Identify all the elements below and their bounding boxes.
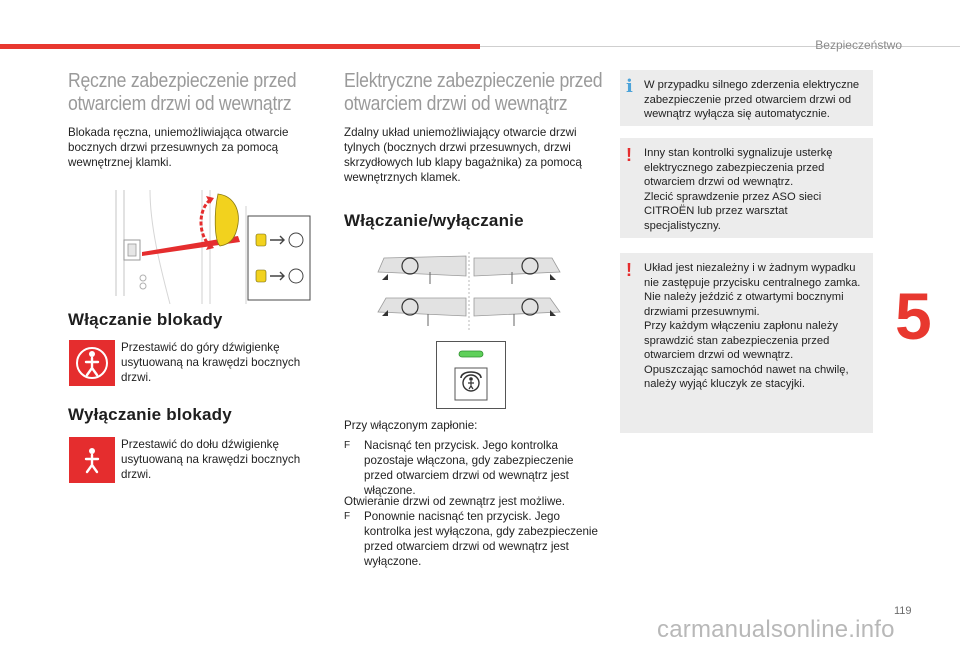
step2-text: Ponownie nacisnąć ten przycisk. Jego kontrolka jest wyłączona, gdy zabezpieczenie przed otwarciem drzwi od wewnątrz jest wyłączone. [364, 510, 598, 568]
toggle-heading: Włączanie/wyłączanie [344, 211, 524, 230]
child-lock-button[interactable] [436, 341, 506, 409]
door-positions-illustration [374, 250, 564, 334]
info-notice [620, 70, 873, 126]
info-icon: i [626, 76, 633, 97]
bullet-glyph: F [344, 511, 351, 522]
child-lock-icon [69, 437, 115, 483]
page-number: 119 [894, 605, 912, 617]
left-intro: Blokada ręczna, uniemożliwiająca otwarcie bocznych drzwi przesuwnych za pomocą wewnętrznej klamki. [68, 126, 289, 169]
warning2-line2: Nie należy jeździć z otwartymi bocznymi drzwiami przesuwnymi. [644, 291, 844, 318]
child-lock-icon [69, 340, 115, 386]
warning1-line2: Zlecić sprawdzenie przez ASO sieci CITROËN lub przez warsztat specjalistyczny. [644, 190, 822, 232]
middle-title-line2: otwarciem drzwi od wewnątrz [344, 92, 568, 115]
chapter-number: 5 [895, 279, 932, 353]
step1-text: Nacisnąć ten przycisk. Jego kontrolka pozostaje włączona, gdy zabezpieczenie przed otwarciem drzwi od wewnątrz jest włączone. [364, 439, 574, 497]
warning-icon: ! [626, 145, 632, 165]
middle-intro: Zdalny układ uniemożliwiający otwarcie drzwi tylnych (bocznych drzwi przesuwnych, drzwi skrzydłowych lub klapy bagażnika) za pomocą wewnętrznych klamek. [344, 126, 582, 184]
step1-item [344, 438, 599, 498]
enable-heading: Włączanie blokady [68, 310, 223, 329]
bullet-glyph: F [344, 440, 351, 451]
ignition-text: Przy włączonym zapłonie: [344, 419, 478, 432]
enable-text: Przestawić do góry dźwigienkę usytuowaną na krawędzi bocznych drzwi. [121, 341, 301, 384]
warning2-line3: Przy każdym włączeniu zapłonu należy sprawdzić stan zabezpieczenia przed otwarciem drzwi od wewnątrz. [644, 320, 839, 361]
manual-lock-illustration [110, 186, 320, 304]
disable-text: Przestawić do dołu dźwigienkę usytuowaną na krawędzi bocznych drzwi. [121, 438, 301, 481]
disable-heading: Wyłączanie blokady [68, 405, 232, 424]
warning-icon: ! [626, 260, 632, 280]
outside-text: Otwieranie drzwi od zewnątrz jest możliwe. [344, 495, 566, 508]
watermark: carmanualsonline.info [657, 616, 895, 643]
info-notice-text: W przypadku silnego zderzenia elektryczne zabezpieczenie przed otwarciem drzwi od wewnątrz wyłącza się automatycznie. [644, 79, 860, 120]
warning-notice-2 [620, 253, 873, 433]
left-title-line1: Ręczne zabezpieczenie przed [68, 69, 297, 92]
warning1-line1: Inny stan kontrolki sygnalizuje usterkę elektrycznego zabezpieczenia przed otwarciem drzwi od wewnątrz. [644, 147, 833, 188]
warning-notice-1 [620, 138, 873, 238]
header-accent-bar [0, 44, 480, 49]
section-title: Bezpieczeństwo [815, 38, 902, 52]
middle-title-line1: Elektryczne zabezpieczenie przed [344, 69, 603, 92]
left-title-line2: otwarciem drzwi od wewnątrz [68, 92, 292, 115]
warning2-line4: Opuszczając samochód nawet na chwilę, należy wyjąć kluczyk ze stacyjki. [644, 363, 849, 390]
step2-item [344, 509, 599, 569]
warning2-line1: Układ jest niezależny i w żadnym wypadku nie zastępuje przycisku centralnego zamka. [644, 262, 861, 289]
